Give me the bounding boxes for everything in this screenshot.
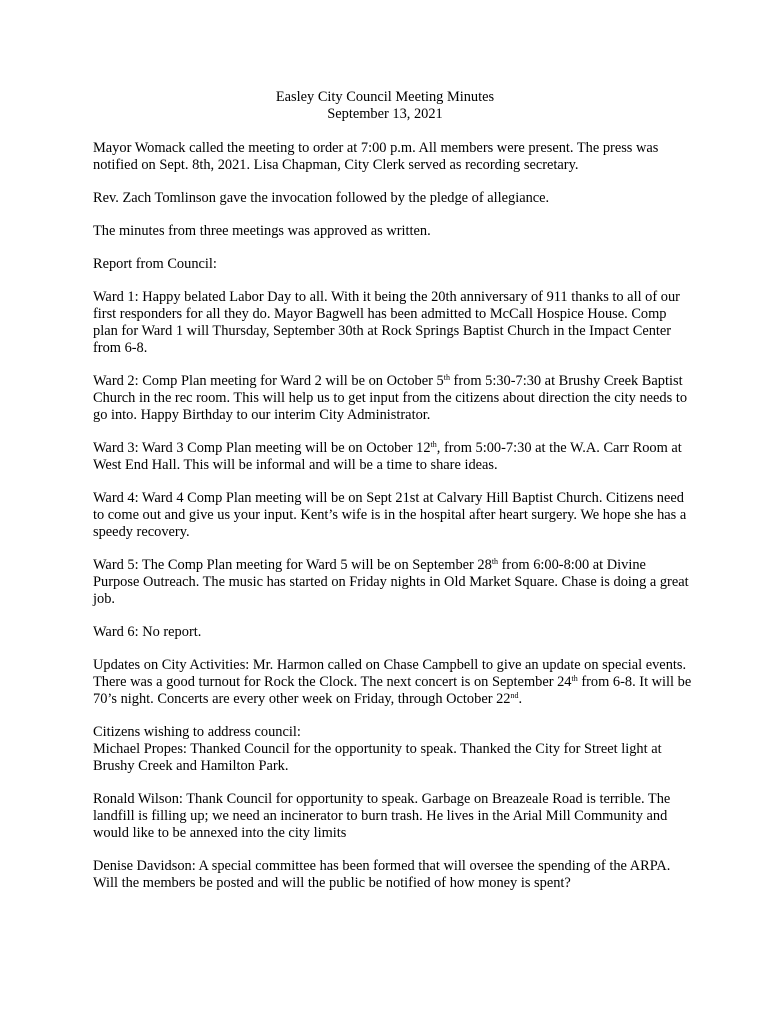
invocation-paragraph: Rev. Zach Tomlinson gave the invocation followed by the pledge of allegiance. xyxy=(93,190,550,206)
ward-5-report: Ward 5: The Comp Plan meeting for Ward 5 will be on September 28th from 6:00-8:00 at Divine Purpose Outreach. The music has started on Friday nights in Old Market Square. Chase is doing a great job. xyxy=(93,557,689,607)
document-header xyxy=(0,89,770,123)
minutes-approval-paragraph: The minutes from three meetings was approved as written. xyxy=(93,223,431,239)
ward-4-report: Ward 4: Ward 4 Comp Plan meeting will be on Sept 21st at Calvary Hill Baptist Church. Citizens need to come out and give us your input. Kent’s wife is in the hospital after heart surgery. We hope she has a speedy recovery. xyxy=(93,490,687,540)
council-report-heading: Report from Council: xyxy=(93,256,217,272)
ward-6-report: Ward 6: No report. xyxy=(93,624,202,640)
ward-3-report: Ward 3: Ward 3 Comp Plan meeting will be on October 12th, from 5:00-7:30 at the W.A. Carr Room at West End Hall. This will be informal and will be a time to share ideas. xyxy=(93,440,682,473)
city-activities-updates: Updates on City Activities: Mr. Harmon called on Chase Campbell to give an update on special events. There was a good turnout for Rock the Clock. The next concert is on September 24th from 6-8. It will be 70’s night. Concerts are every other week on Friday, through October 22nd. xyxy=(93,657,692,707)
opening-paragraph: Mayor Womack called the meeting to order at 7:00 p.m. All members were present. The press was notified on Sept. 8th, 2021. Lisa Chapman, City Clerk served as recording secretary. xyxy=(93,140,659,173)
ward-2-report: Ward 2: Comp Plan meeting for Ward 2 will be on October 5th from 5:30-7:30 at Brushy Creek Baptist Church in the rec room. This will help us to get input from the citizens about direction the city needs to go into. Happy Birthday to our interim City Administrator. xyxy=(93,373,688,423)
document-body xyxy=(93,140,693,908)
document-title: Easley City Council Meeting Minutes xyxy=(275,89,495,105)
citizen-comment-propes: Michael Propes: Thanked Council for the opportunity to speak. Thanked the City for Street light at Brushy Creek and Hamilton Park. xyxy=(93,741,662,774)
citizen-comment-wilson: Ronald Wilson: Thank Council for opportunity to speak. Garbage on Breazeale Road is terrible. The landfill is filling up; we need an incinerator to burn trash. He lives in the Arial Mill Community and would like to be annexed into the city limits xyxy=(93,791,671,841)
ward-1-report: Ward 1: Happy belated Labor Day to all. With it being the 20th anniversary of 911 thanks to all of our first responders for all they do. Mayor Bagwell has been admitted to McCall Hospice House. Comp plan for Ward 1 will Thursday, September 30th at Rock Springs Baptist Church in the Impact Center from 6-8. xyxy=(93,289,680,356)
meeting-date: September 13, 2021 xyxy=(327,106,443,122)
citizen-comment-davidson: Denise Davidson: A special committee has been formed that will oversee the spending of the ARPA. Will the members be posted and will the public be notified of how money is spent? xyxy=(93,858,671,891)
citizens-heading: Citizens wishing to address council: xyxy=(93,724,301,740)
